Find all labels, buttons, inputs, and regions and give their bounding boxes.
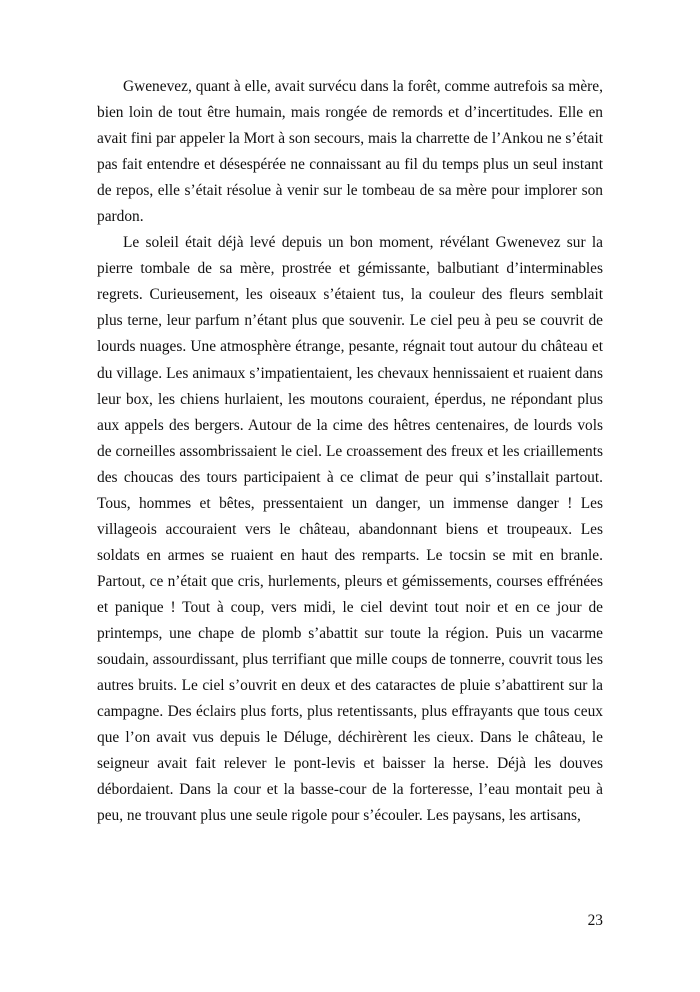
page-number: 23: [587, 912, 603, 929]
page-text-block: [97, 74, 603, 829]
body-paragraph-2: Le soleil était déjà levé depuis un bon moment, révélant Gwenevez sur la pierre tombale de sa mère, prostrée et gémissante, balbutiant d’interminables regrets. Curieusement, les oiseaux s’étaient tus, la couleur des fleurs semblait plus terne, leur parfum n’étant plus que souvenir. Le ciel peu à peu se couvrit de lourds nuages. Une atmosphère étrange, pesante, régnait tout autour du château et du village. Les animaux s’impatientaient, les chevaux hennissaient et ruaient dans leur box, les chiens hurlaient, les moutons couraient, éperdus, ne répondant plus aux appels des bergers. Autour de la cime des hêtres centenaires, de lourds vols de corneilles assombrissaient le ciel. Le croassement des freux et les criaillements des choucas des tours participaient à ce climat de peur qui s’installait partout. Tous, hommes et bêtes, pressentaient un danger, un immense danger ! Les villageois accouraient vers le château, abandonnant biens et troupeaux. Les soldats en armes se ruaient en haut des remparts. Le tocsin se mit en branle. Partout, ce n’était que cris, hurlements, pleurs et gémissements, courses effrénées et panique ! Tout à coup, vers midi, le ciel devint tout noir et en ce jour de printemps, une chape de plomb s’abattit sur toute la région. Puis un vacarme soudain, assourdissant, plus terrifiant que mille coups de tonnerre, couvrit tous les autres bruits. Le ciel s’ouvrit en deux et des cataractes de pluie s’abattirent sur la campagne. Des éclairs plus forts, plus retentissants, plus effrayants que tous ceux que l’on avait vus depuis le Déluge, déchirèrent les cieux. Dans le château, le seigneur avait fait relever le pont-levis et baisser la herse. Déjà les douves débordaient. Dans la cour et la basse-cour de la forteresse, l’eau montait peu à peu, ne trouvant plus une seule rigole pour s’écouler. Les paysans, les artisans,: [97, 234, 603, 825]
body-paragraph-1: Gwenevez, quant à elle, avait survécu dans la forêt, comme autrefois sa mère, bien loin de tout être humain, mais rongée de remords et d’incertitudes. Elle en avait fini par appeler la Mort à son secours, mais la charrette de l’Ankou ne s’était pas fait entendre et désespérée ne connaissant au fil du temps plus un seul instant de repos, elle s’était résolue à venir sur le tombeau de sa mère pour implorer son pardon.: [97, 78, 603, 226]
